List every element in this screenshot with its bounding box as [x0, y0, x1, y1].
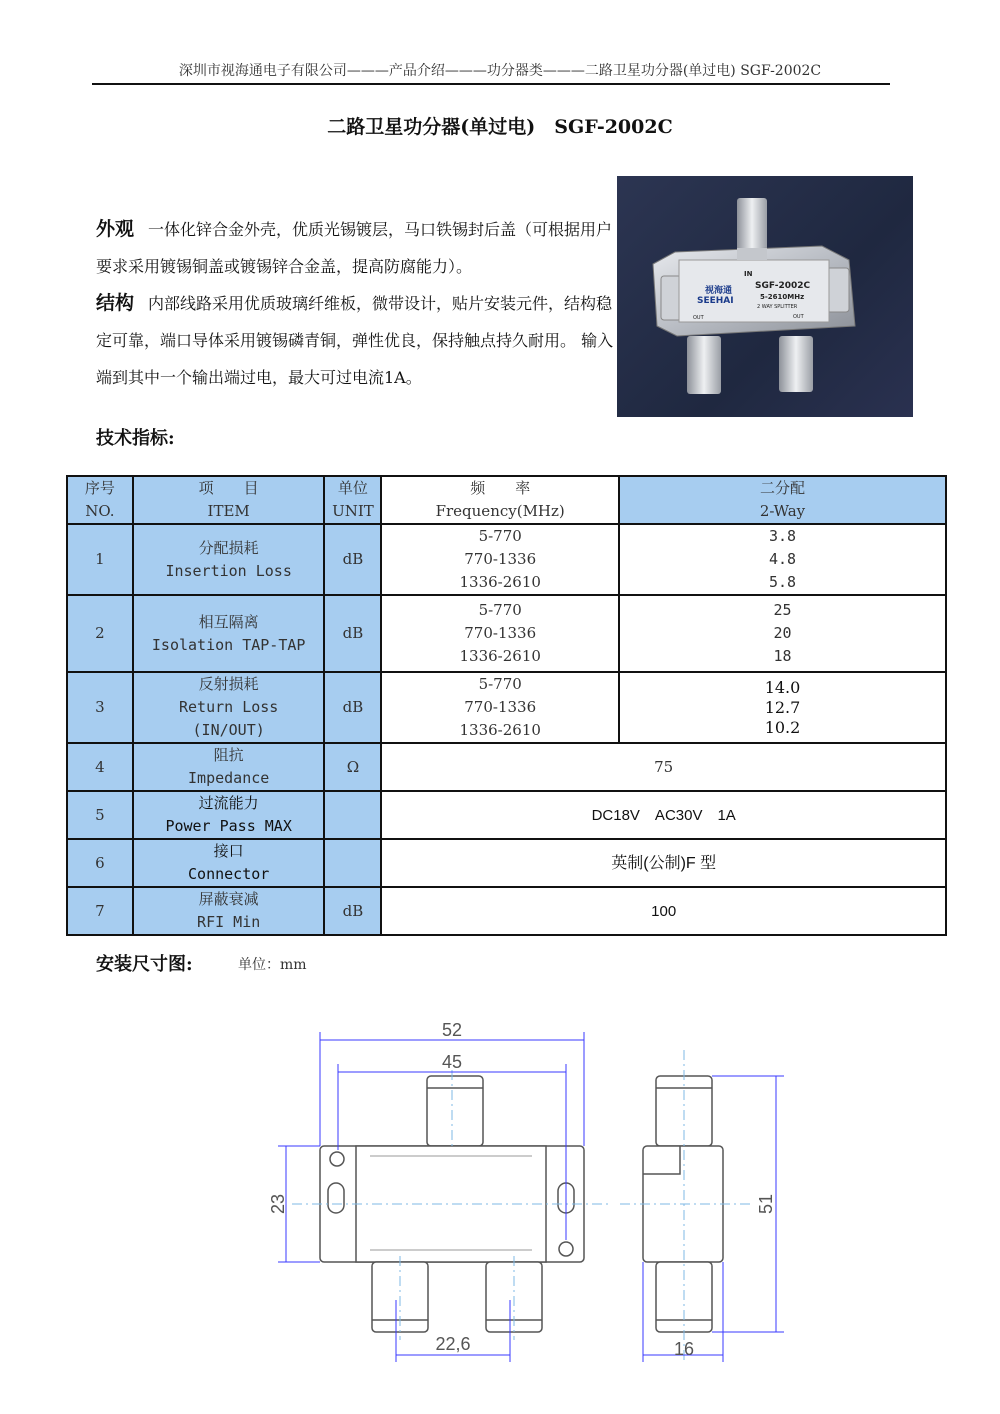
row-frequency: 5-770 770-1336 1336-2610 [381, 672, 619, 743]
row-frequency: 5-770 770-1336 1336-2610 [381, 524, 619, 595]
row-value: 75 [381, 743, 946, 791]
row-value: DC18V AC30V 1A [381, 791, 946, 839]
row-no: 7 [67, 887, 133, 935]
photo-out-right: OUT [793, 314, 804, 320]
row-value: 25 20 18 [619, 595, 946, 672]
row-value: 3.8 4.8 5.8 [619, 524, 946, 595]
photo-in-label: IN [744, 270, 753, 278]
spec-table [66, 475, 947, 936]
row-item: 反射损耗 Return Loss (IN/OUT) [133, 672, 325, 743]
row-unit [324, 791, 381, 839]
row-item: 过流能力 Power Pass MAX [133, 791, 325, 839]
product-photo [617, 176, 913, 417]
table-row [67, 595, 946, 672]
row-frequency: 5-770 770-1336 1336-2610 [381, 595, 619, 672]
row-no: 3 [67, 672, 133, 743]
row-unit [324, 839, 381, 887]
row-unit: dB [324, 672, 381, 743]
photo-model: SGF-2002C [755, 281, 811, 291]
row-no: 2 [67, 595, 133, 672]
spec-heading: 技术指标: [96, 428, 175, 449]
header-rule [92, 83, 890, 85]
row-no: 5 [67, 791, 133, 839]
table-header-row [67, 476, 946, 524]
photo-desc: 2 WAY SPLITTER [757, 304, 798, 310]
appearance-paragraph [96, 211, 616, 285]
row-unit: Ω [324, 743, 381, 791]
row-unit: dB [324, 887, 381, 935]
header-item: 项 目 ITEM [133, 476, 325, 524]
row-item: 阻抗 Impedance [133, 743, 325, 791]
structure-label: 结构 [96, 292, 135, 314]
row-no: 6 [67, 839, 133, 887]
structure-paragraph [96, 285, 616, 396]
table-row [67, 524, 946, 595]
row-unit: dB [324, 524, 381, 595]
row-value: 14.0 12.7 10.2 [619, 672, 946, 743]
running-header: 深圳市视海通电子有限公司———产品介绍———功分器类———二路卫星功分器(单过电) SGF-2002C [178, 63, 822, 79]
dim-depth: 16 [673, 1339, 695, 1359]
header-2way: 二分配 2-Way [619, 476, 946, 524]
dimension-drawing [0, 1000, 1000, 1414]
dimensions-heading: 安装尺寸图: [96, 954, 193, 975]
dim-body-height: 23 [268, 1193, 288, 1215]
splitter-illustration [653, 198, 855, 394]
dim-port-spacing: 22,6 [435, 1334, 471, 1354]
table-row [67, 743, 946, 791]
row-value: 100 [381, 887, 946, 935]
appearance-text: 一体化锌合金外壳，优质光锡镀层，马口铁锡封后盖（可根据用户要求采用镀锡铜盖或镀锡锌合金盖，提高防腐能力）。 [96, 220, 613, 276]
row-value: 英制(公制)F 型 [381, 839, 946, 887]
structure-text: 内部线路采用优质玻璃纤维板，微带设计，贴片安装元件，结构稳定可靠，端口导体采用镀锡磷青铜，弹性优良，保持触点持久耐用。 输入端到其中一个输出端过电，最大可过电流1A。 [96, 294, 614, 387]
photo-out-left: OUT [693, 315, 704, 321]
row-item: 相互隔离 Isolation TAP-TAP [133, 595, 325, 672]
dim-width-total: 52 [441, 1020, 463, 1040]
page-title: 二路卫星功分器(单过电) SGF-2002C [327, 116, 673, 138]
appearance-label: 外观 [96, 218, 135, 240]
unit-label: 单位：mm [238, 957, 307, 973]
photo-freq: 5-2610MHz [760, 293, 805, 301]
row-no: 1 [67, 524, 133, 595]
row-item: 接口 Connector [133, 839, 325, 887]
table-row [67, 839, 946, 887]
table-row [67, 887, 946, 935]
header-no: 序号 NO. [67, 476, 133, 524]
header-frequency: 频 率 Frequency(MHz) [381, 476, 619, 524]
table-row [67, 791, 946, 839]
table-row [67, 672, 946, 743]
header-unit: 单位 UNIT [324, 476, 381, 524]
row-unit: dB [324, 595, 381, 672]
row-item: 分配损耗 Insertion Loss [133, 524, 325, 595]
dim-width-holes: 45 [441, 1052, 463, 1072]
row-item: 屏蔽衰减 RFI Min [133, 887, 325, 935]
dim-height-total: 51 [756, 1193, 776, 1215]
photo-brand-cn: 视海通 [705, 286, 733, 296]
row-no: 4 [67, 743, 133, 791]
photo-brand-en: SEEHAI [697, 296, 734, 306]
